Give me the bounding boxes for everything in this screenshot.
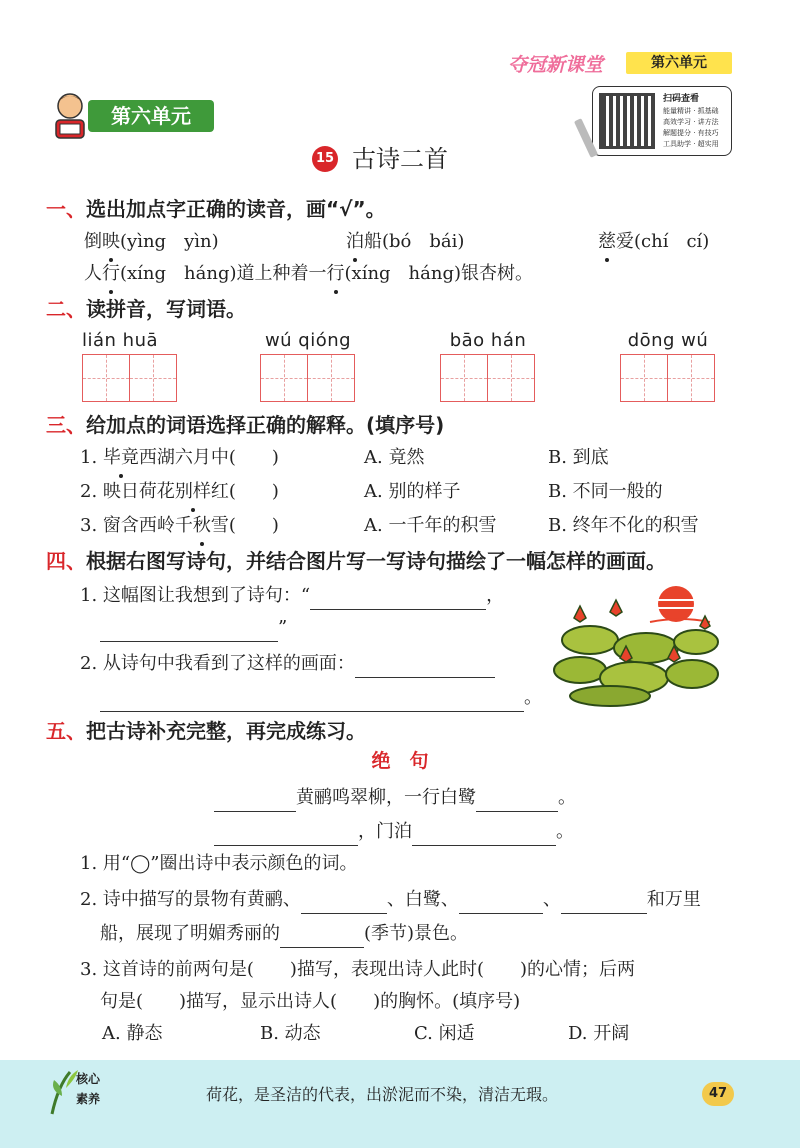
footer-quote: 荷花，是圣洁的代表，出淤泥而不染，清洁无瑕。	[206, 1085, 559, 1104]
writing-grid-4[interactable]	[620, 354, 716, 402]
section-2-number: 二、	[46, 297, 86, 321]
qr-line-2: 高效学习 · 讲方法	[663, 118, 719, 126]
s3-row-3-pre: 3. 窗含西岭	[80, 515, 175, 536]
writing-cell[interactable]	[487, 354, 535, 402]
unit-tag: 第六单元	[626, 52, 732, 74]
s5-q2-f: (季节)景色。	[364, 923, 469, 944]
pinyin-4: dōng wú	[627, 330, 709, 351]
s4-q1-blank-1[interactable]	[310, 588, 486, 610]
pinyin-2: wú qióng	[264, 330, 352, 351]
qr-line-3: 解题提分 · 有技巧	[663, 129, 719, 137]
writing-grid-3[interactable]	[440, 354, 536, 402]
section-3-number: 三、	[46, 413, 86, 437]
s3-row-1-dot: 毕竟	[103, 444, 139, 472]
s3-row-1-option-a: A. 竟然	[364, 447, 425, 468]
section-1-title: 选出加点字正确的读音，画“√”。	[86, 197, 386, 221]
s3-row-2-option-a: A. 别的样子	[364, 481, 461, 502]
unit-banner: 第六单元	[88, 100, 214, 132]
section-3-heading	[46, 410, 444, 440]
section-4-number: 四、	[46, 549, 86, 573]
word-group-3	[440, 330, 536, 402]
reading-boy-icon	[48, 90, 92, 142]
s1-item-3	[598, 228, 709, 256]
s5-q2-line-2	[100, 920, 468, 948]
s3-row-1-answer[interactable]: 西湖六月中( )	[138, 447, 279, 468]
s1-line-2	[84, 260, 533, 288]
poem-line-2-end: 。	[556, 821, 574, 842]
s4-q2-line-2	[100, 684, 542, 712]
section-4-title: 根据右图写诗句，并结合图片写一写诗句描绘了一幅怎样的画面。	[86, 549, 666, 573]
s3-row-3-option-a: A. 一千年的积雪	[364, 515, 497, 536]
page-number: 47	[702, 1082, 734, 1106]
s5-option-a: A. 静态	[102, 1023, 163, 1044]
s5-q2-c: 、	[542, 889, 561, 910]
s1-item-3-dot: 慈	[598, 228, 616, 256]
s4-q2-blank-1[interactable]	[355, 656, 495, 678]
s3-row-3-dot: 千秋雪	[175, 512, 229, 540]
section-2-heading	[46, 294, 246, 324]
pinyin-1: lián huā	[82, 330, 159, 351]
qr-line-1: 能量精讲 · 抓基础	[663, 107, 719, 115]
s4-q2	[80, 650, 495, 678]
s3-row-3-option-b: B. 终年不化的积雪	[548, 515, 699, 536]
lesson-title: 古诗二首	[352, 145, 448, 173]
s4-q1-end: ”	[278, 617, 288, 638]
core-literacy-badge	[48, 1066, 114, 1116]
poem-line-1-text: 黄鹂鸣翠柳，一行白鹭	[296, 787, 476, 808]
poem-blank-2[interactable]	[476, 790, 558, 812]
word-group-2	[260, 330, 356, 402]
s1-line2-a-pre: 人	[84, 263, 102, 284]
s5-q2-blank-4[interactable]	[280, 926, 364, 948]
poem-line-2	[214, 818, 574, 846]
s5-q3-line-2[interactable]: 句是( )描写，显示出诗人( )的胸怀。(填序号)	[100, 991, 521, 1012]
s5-q2-blank-2[interactable]	[459, 892, 543, 914]
badge-line-2: 素养	[76, 1092, 101, 1106]
qr-line-4: 工具助学 · 超实用	[663, 140, 719, 148]
poem-line-2-text: ，门泊	[358, 821, 412, 842]
writing-cell[interactable]	[260, 354, 308, 402]
writing-cell[interactable]	[82, 354, 130, 402]
s1-item-2	[346, 228, 464, 256]
s4-q1-comma: ，	[486, 585, 505, 606]
s5-q2-line-1	[80, 886, 701, 914]
poem-line-1-end: 。	[558, 787, 576, 808]
s3-row-2-pre: 2. 映日荷花	[80, 481, 175, 502]
section-4-heading	[46, 546, 666, 576]
s3-row-2-dot: 别样	[175, 478, 211, 506]
brand-logo: 夺冠新课堂	[508, 54, 604, 76]
s4-q2-blank-2[interactable]	[100, 690, 524, 712]
poem-line-1	[214, 784, 576, 812]
writing-cell[interactable]	[667, 354, 715, 402]
s5-q3-line-1[interactable]: 3. 这首诗的前两句是( )描写，表现出诗人此时( )的心情；后两	[80, 959, 635, 980]
s4-q1-text: 1. 这幅图让我想到了诗句：“	[80, 585, 311, 606]
poem-blank-4[interactable]	[412, 824, 556, 846]
s5-q2-blank-3[interactable]	[561, 892, 647, 914]
badge-line-1: 核心	[76, 1072, 101, 1086]
poem-blank-1[interactable]	[214, 790, 296, 812]
qr-code[interactable]	[599, 93, 655, 149]
s1-line2-a-dot: 行	[102, 260, 120, 288]
s3-row-2	[80, 478, 279, 506]
writing-cell[interactable]	[129, 354, 177, 402]
writing-cell[interactable]	[620, 354, 668, 402]
word-group-1	[82, 330, 175, 402]
s4-q2-end: 。	[524, 687, 542, 708]
s1-item-1-post[interactable]: (yìng yìn)	[120, 231, 219, 252]
s1-line2-b-dot: 行	[327, 260, 345, 288]
section-5-title: 把古诗补充完整，再完成练习。	[86, 719, 366, 743]
poem-title: 绝 句	[371, 750, 429, 772]
writing-grid-2[interactable]	[260, 354, 356, 402]
qr-label: 扫码查看	[663, 94, 700, 104]
s5-q2-a: 2. 诗中描写的景物有黄鹂、	[80, 889, 301, 910]
s1-line2-b-post[interactable]: (xíng háng)银杏树。	[344, 263, 534, 284]
s4-q1	[80, 582, 504, 610]
s1-line2-a-post[interactable]: (xíng háng)道上种着一	[120, 263, 327, 284]
s5-option-b: B. 动态	[260, 1023, 321, 1044]
s3-row-3	[80, 512, 279, 540]
s4-q1-blank-2[interactable]	[100, 620, 278, 642]
word-group-4	[620, 330, 716, 402]
s1-item-3-post[interactable]: 爱(chí cí)	[616, 231, 710, 252]
s4-q2-text: 2. 从诗句中我看到了这样的画面：	[80, 653, 355, 674]
s5-q2-b: 、白鹭、	[386, 889, 459, 910]
s5-q1: 1. 用“◯”圈出诗中表示颜色的词。	[80, 853, 358, 874]
s3-row-2-option-b: B. 不同一般的	[548, 481, 663, 502]
section-1-heading	[46, 194, 386, 224]
s5-option-d: D. 开阔	[568, 1023, 630, 1044]
writing-cell[interactable]	[440, 354, 488, 402]
s5-q2-blank-1[interactable]	[301, 892, 387, 914]
writing-grid-1[interactable]	[82, 354, 175, 402]
s3-row-1-pre: 1.	[80, 447, 103, 468]
s1-item-2-dot: 泊	[346, 228, 364, 256]
s5-q2-e: 船，展现了明媚秀丽的	[100, 923, 280, 944]
section-5-number: 五、	[46, 719, 86, 743]
s3-row-1	[80, 444, 279, 472]
s3-row-2-answer[interactable]: 红( )	[210, 481, 279, 502]
s3-row-3-answer[interactable]: ( )	[228, 515, 279, 536]
poem-blank-3[interactable]	[214, 824, 358, 846]
qr-panel[interactable]	[592, 86, 732, 156]
pinyin-3: bāo hán	[449, 330, 527, 351]
section-1-number: 一、	[46, 197, 86, 221]
writing-cell[interactable]	[307, 354, 355, 402]
s5-q2-d: 和万里	[646, 889, 701, 910]
section-5-heading	[46, 716, 366, 746]
s1-item-2-post[interactable]: 船(bó bái)	[364, 231, 465, 252]
s1-item-1-dot: 映	[102, 228, 120, 256]
section-3-title: 给加点的词语选择正确的解释。(填序号)	[86, 413, 445, 437]
lesson-number-badge: 15	[312, 146, 338, 172]
s1-item-1-pre: 倒	[84, 231, 102, 252]
s4-q1-line-2	[100, 614, 287, 642]
s3-row-1-option-b: B. 到底	[548, 447, 609, 468]
brand-header	[508, 50, 732, 76]
s1-item-1	[84, 228, 219, 256]
s5-option-c: C. 闲适	[414, 1023, 475, 1044]
lotus-pond-image	[550, 578, 724, 708]
section-2-title: 读拼音，写词语。	[86, 297, 246, 321]
